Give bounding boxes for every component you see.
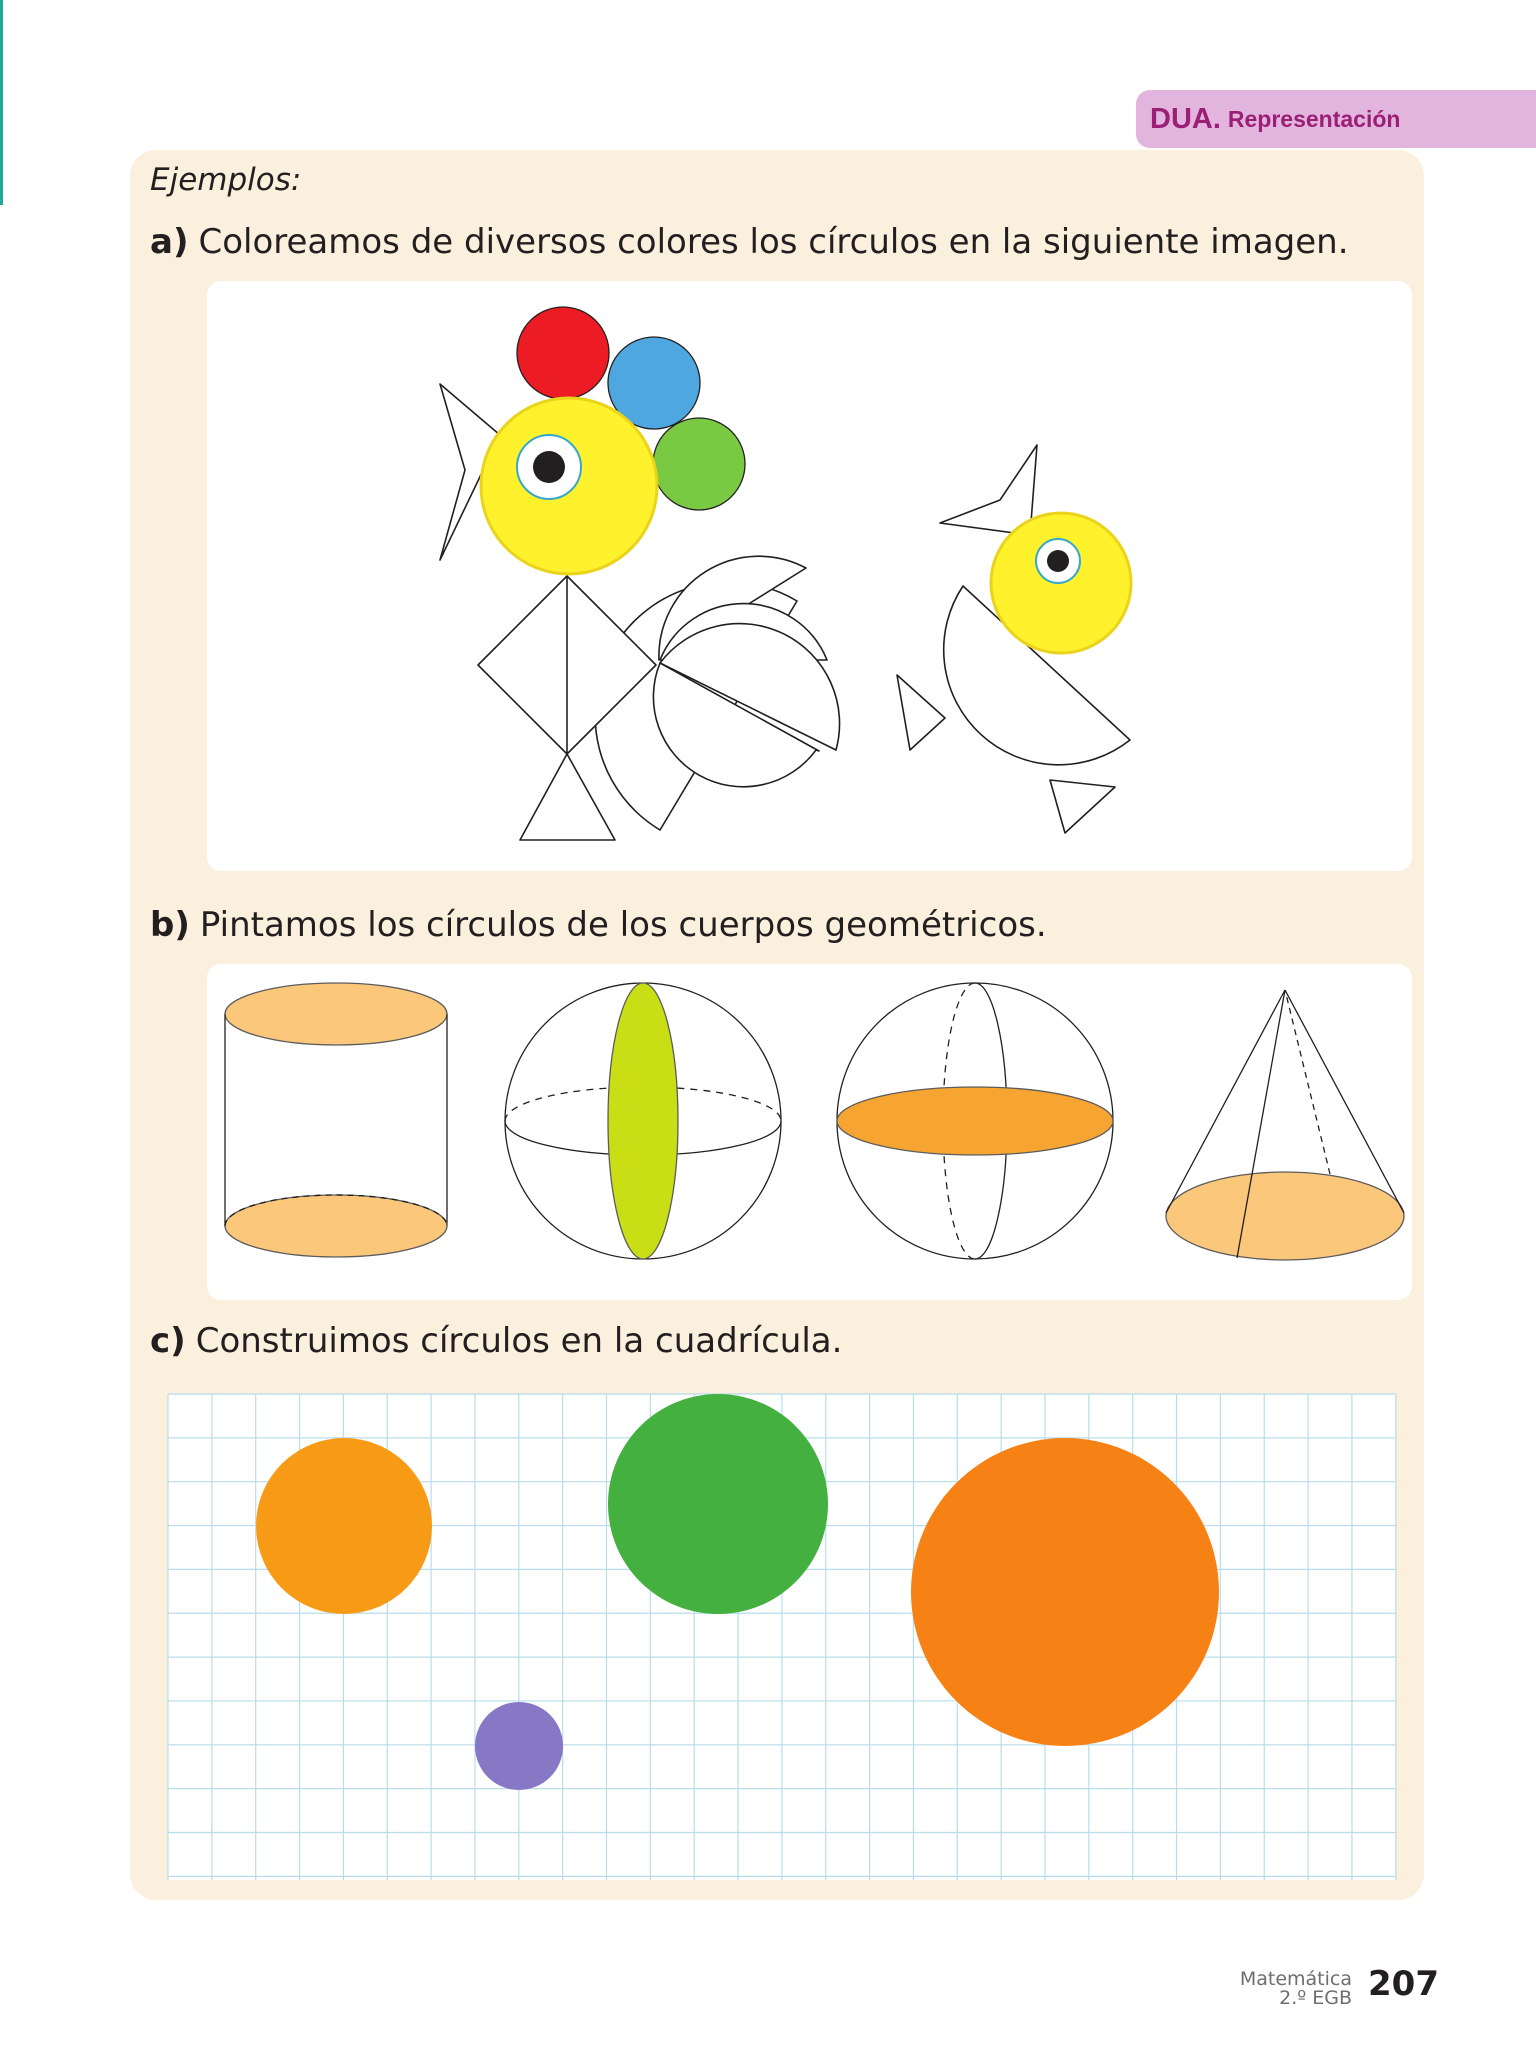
item-c-letter: c) — [150, 1321, 186, 1361]
cone-base-circle — [1166, 1172, 1404, 1260]
footer-grade: 2.º EGB — [1279, 1987, 1352, 2009]
grid-drawing — [168, 1394, 1396, 1880]
examples-title: Ejemplos: — [150, 162, 302, 198]
item-b-text: Pintamos los círculos de los cuerpos geométricos. — [199, 905, 1047, 945]
cylinder-top-circle — [225, 983, 447, 1045]
cone-figure — [1166, 990, 1404, 1260]
item-b-letter: b) — [150, 905, 190, 945]
footer-subject — [1240, 1970, 1352, 2008]
sphere-vertical-circle — [608, 983, 678, 1259]
item-a-letter: a) — [150, 222, 189, 262]
footer-subject-name: Matemática — [1239, 1968, 1352, 1990]
cylinder-figure — [225, 983, 447, 1257]
grid-orange-circle — [256, 1438, 432, 1614]
item-c-text: Construimos círculos en la cuadrícula. — [195, 1321, 843, 1361]
item-a-text: Coloreamos de diversos colores los círculos en la siguiente imagen. — [198, 222, 1349, 262]
dua-tab-strong: DUA. — [1150, 102, 1221, 135]
grid-orange-big-circle — [911, 1438, 1219, 1746]
sphere-vertical-figure — [505, 983, 781, 1259]
grid-green-circle — [608, 1394, 828, 1614]
page-number: 207 — [1368, 1964, 1439, 2004]
sphere-horizontal-figure — [837, 983, 1113, 1259]
sphere-horizontal-circle — [837, 1087, 1113, 1155]
grid-purple-circle — [475, 1702, 563, 1790]
item-c-label — [150, 1321, 842, 1361]
dua-tab-label: Representación — [1227, 105, 1401, 132]
